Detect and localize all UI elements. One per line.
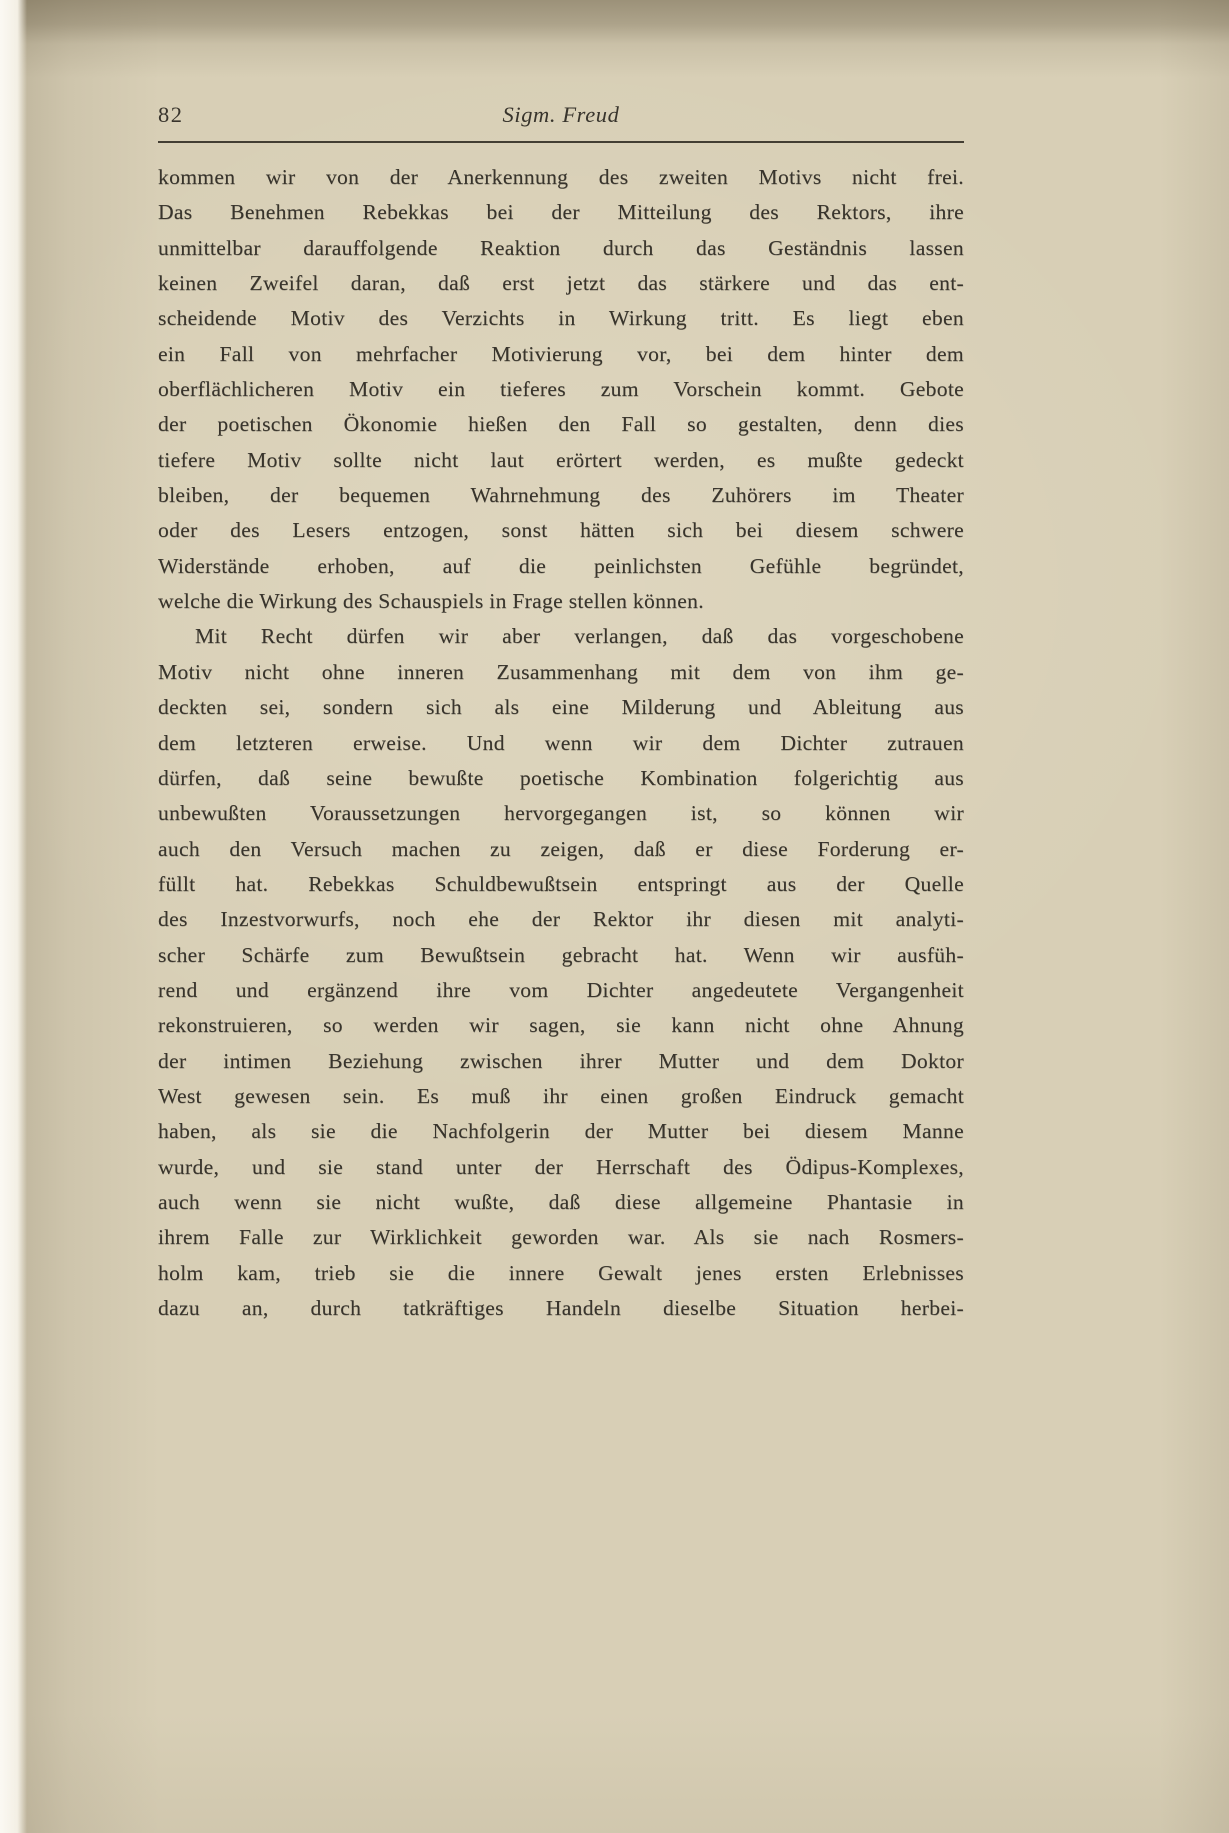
text-line: unmittelbar darauffolgende Reaktion durch das Geständnis lassen — [158, 235, 964, 260]
text-line: Motiv nicht ohne inneren Zusammenhang mit dem von ihm ge- — [158, 659, 964, 684]
text-line: holm kam, trieb sie die innere Gewalt jenes ersten Erlebnisses — [158, 1260, 964, 1285]
text-line: Das Benehmen Rebekkas bei der Mitteilung des Rektors, ihre — [158, 200, 964, 225]
text-line: tiefere Motiv sollte nicht laut erörtert werden, es mußte gedeckt — [158, 447, 964, 472]
text-line: ein Fall von mehrfacher Motivierung vor, bei dem hinter dem — [158, 341, 964, 366]
text-line: der poetischen Ökonomie hießen den Fall so gestalten, denn dies — [158, 412, 964, 437]
header-rule — [158, 141, 964, 143]
book-page — [158, 102, 964, 1326]
text-line: dem letzteren erweise. Und wenn wir dem Dichter zutrauen — [158, 730, 964, 755]
text-line: rend und ergänzend ihre vom Dichter angedeutete Vergangenheit — [158, 977, 964, 1002]
text-line: haben, als sie die Nachfolgerin der Mutter bei diesem Manne — [158, 1119, 964, 1144]
text-line: füllt hat. Rebekkas Schuldbewußtsein entspringt aus der Quelle — [158, 871, 964, 896]
text-line: oder des Lesers entzogen, sonst hätten sich bei diesem schwere — [158, 518, 964, 543]
text-line: Mit Recht dürfen wir aber verlangen, daß das vorgeschobene — [195, 624, 964, 649]
text-line: der intimen Beziehung zwischen ihrer Mutter und dem Doktor — [158, 1048, 964, 1073]
page-header — [158, 102, 964, 132]
text-line: wurde, und sie stand unter der Herrschaft des Ödipus-Komplexes, — [158, 1154, 964, 1179]
text-line: welche die Wirkung des Schauspiels in Frage stellen können. — [158, 589, 704, 614]
text-line: Widerstände erhoben, auf die peinlichsten Gefühle begründet, — [158, 553, 964, 578]
text-line: West gewesen sein. Es muß ihr einen großen Eindruck gemacht — [158, 1083, 964, 1108]
text-line: auch den Versuch machen zu zeigen, daß er diese Forderung er- — [158, 836, 964, 861]
text-line: oberflächlicheren Motiv ein tieferes zum Vorschein kommt. Gebote — [158, 377, 964, 402]
page-body — [158, 160, 964, 1326]
text-line: kommen wir von der Anerkennung des zweiten Motivs nicht frei. — [158, 165, 964, 189]
text-line: auch wenn sie nicht wußte, daß diese allgemeine Phantasie in — [158, 1189, 964, 1214]
text-line: dürfen, daß seine bewußte poetische Kombination folgerichtig aus — [158, 765, 964, 790]
text-line: unbewußten Voraussetzungen hervorgegangen ist, so können wir — [158, 801, 964, 826]
text-line: bleiben, der bequemen Wahrnehmung des Zuhörers im Theater — [158, 483, 964, 508]
text-line: keinen Zweifel daran, daß erst jetzt das stärkere und das ent- — [158, 271, 964, 296]
text-line: scheidende Motiv des Verzichts in Wirkung tritt. Es liegt eben — [158, 306, 964, 331]
text-line: dazu an, durch tatkräftiges Handeln dieselbe Situation herbei- — [158, 1296, 964, 1320]
text-line: des Inzestvorwurfs, noch ehe der Rektor ihr diesen mit analyti- — [158, 907, 964, 932]
page-number: 82 — [158, 102, 184, 127]
scan-edge-strip — [0, 0, 27, 1833]
text-line: deckten sei, sondern sich als eine Milderung und Ableitung aus — [158, 695, 964, 720]
text-line: rekonstruieren, so werden wir sagen, sie kann nicht ohne Ahnung — [158, 1013, 964, 1038]
text-line: ihrem Falle zur Wirklichkeit geworden war. Als sie nach Rosmers- — [158, 1225, 964, 1250]
text-line: scher Schärfe zum Bewußtsein gebracht hat. Wenn wir ausfüh- — [158, 942, 964, 967]
running-title: Sigm. Freud — [502, 102, 620, 127]
